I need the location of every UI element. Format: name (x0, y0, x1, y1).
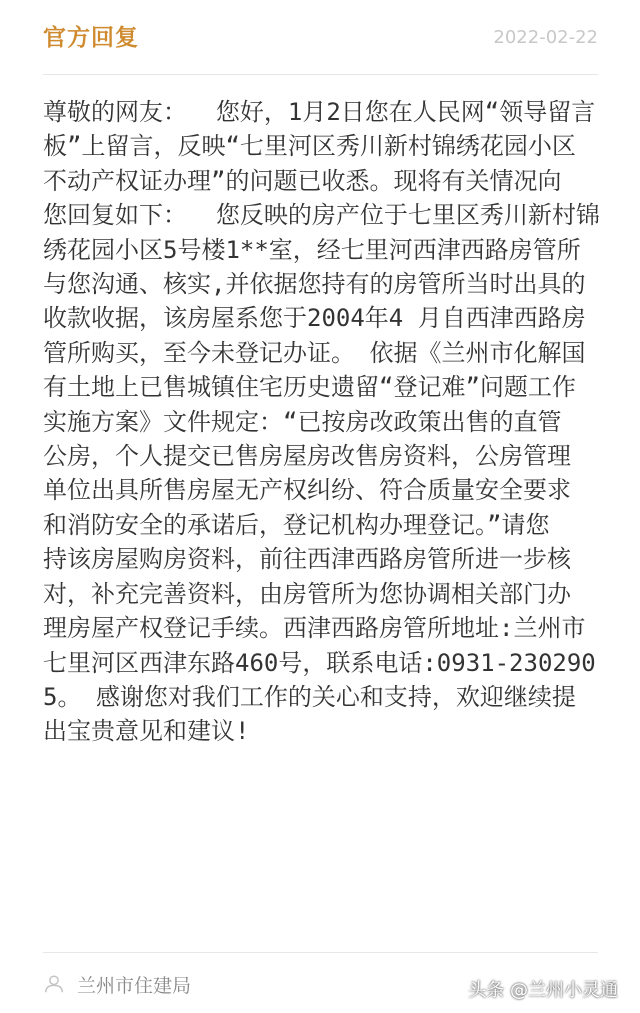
reply-line: 5。 感谢您对我们工作的关心和支持，欢迎继续提 (43, 682, 576, 711)
reply-line: 七里河区西津东路460号，联系电话:0931-230290 (43, 648, 596, 677)
reply-line: 持该房屋购房资料，前往西津西路房管所进一步核 (43, 545, 571, 574)
reply-line: 实施方案》文件规定：“已按房改政策出售的直管 (43, 407, 562, 436)
user-icon (43, 973, 65, 995)
reply-line: 管所购买，至今未登记办证。 依据《兰州市化解国 (43, 338, 586, 367)
reply-line: 和消防安全的承诺后，登记机构办理登记。”请您 (43, 510, 550, 539)
reply-line: 尊敬的网友： 您好，1月2日您在人民网“领导留言 (43, 98, 596, 126)
reply-line: 绣花园小区5号楼1**室，经七里河西津西路房管所 (43, 235, 581, 264)
reply-line: 板”上留言，反映“七里河区秀川新村锦绣花园小区 (43, 132, 576, 161)
reply-line: 您回复如下： 您反映的房产位于七里区秀川新村锦 (43, 201, 600, 230)
reply-date: 2022-02-22 (493, 27, 598, 48)
reply-line: 对，补充完善资料，由房管所为您协调相关部门办 (43, 579, 571, 608)
reply-line: 出宝贵意见和建议! (43, 717, 250, 746)
reply-body (43, 95, 603, 749)
reply-header (43, 22, 598, 54)
reply-line: 收款收据，该房屋系您于2004年4 月自西津西路房 (43, 304, 586, 333)
top-divider (43, 74, 598, 75)
reply-line: 与您沟通、核实,并依据您持有的房管所当时出具的 (43, 270, 586, 299)
reply-title: 官方回复 (43, 25, 139, 51)
reply-footer (43, 967, 191, 1001)
author-name: 兰州市住建局 (77, 974, 192, 997)
reply-line: 单位出具所售房屋无产权纠纷、符合质量安全要求 (43, 476, 571, 505)
watermark-text: 头条 @兰州小灵通 (468, 980, 618, 1001)
reply-line: 公房，个人提交已售房屋房改售房资料，公房管理 (43, 442, 571, 471)
bottom-divider (43, 952, 598, 953)
reply-line: 理房屋产权登记手续。西津西路房管所地址:兰州市 (43, 614, 586, 643)
reply-line: 有土地上已售城镇住宅历史遗留“登记难”问题工作 (43, 373, 576, 402)
reply-line: 不动产权证办理”的问题已收悉。现将有关情况向 (43, 166, 562, 195)
